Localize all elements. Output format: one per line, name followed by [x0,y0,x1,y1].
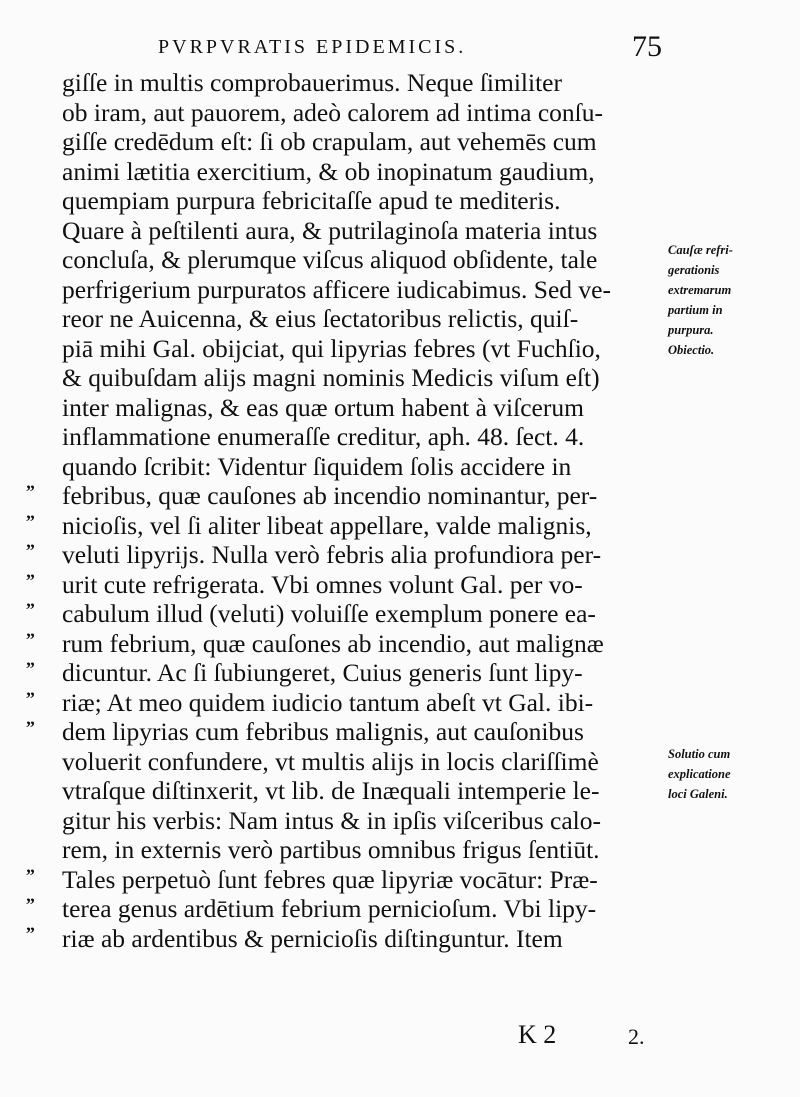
text-line: perfrigerium purpuratos afficere iudicabimus. Sed ve- [62,274,611,304]
text-line: giſſe credēdum eſt: ſi ob crapulam, aut vehemēs cum [62,127,597,156]
signature-mark: K 2 [518,1020,557,1049]
margin-note-line: Solutio cum [668,747,731,761]
text-line: riæ; At meo quidem iudicio tantum abeſt vt Gal. ibi- [62,687,594,717]
text-line: urit cute refrigerata. Vbi omnes volunt Gal. per vo- [62,569,583,599]
text-line: piā mihi Gal. obijciat, qui lipyrias febres (vt Fuchſio, [62,333,601,363]
text-line: giſſe in multis comprobauerimus. Neque ſimiliter [62,68,562,97]
quote-mark: „ [26,678,35,699]
text-line: reor ne Auicenna, & eius ſectatoribus relictis, quiſ- [62,304,579,333]
text-line: inflammatione enumeraſſe creditur, aph. 48. ſect. 4. [62,422,585,451]
text-line: animi lætitia exercitium, & ob inopinatum gaudium, [62,156,595,186]
margin-note-line: gerationis [668,263,720,277]
margin-note-line: explicatione [668,767,731,781]
quote-mark: „ [26,885,35,905]
margin-note-objection [668,340,714,360]
text-line: febribus, quæ cauſones ab incendio nominantur, per- [62,481,598,510]
quote-mark: „ [26,649,35,669]
text-line: nicioſis, vel ſi aliter libeat appellare, valde malignis, [62,510,592,540]
text-line: concluſa, & plerumque viſcus aliquod obſidente, tale [62,245,598,274]
text-line: riæ ab ardentibus & pernicioſis diſtinguntur. Item [62,923,563,953]
quote-mark: „ [26,619,35,640]
text-line: quempiam purpura febricitaſſe apud te mediteris. [62,186,561,215]
quote-mark: „ [26,590,35,610]
quote-mark: „ [26,914,35,934]
page-number: 75 [632,30,662,63]
margin-note-solution [668,744,731,804]
text-line: veluti lipyrijs. Nulla verò febris alia profundiora per- [62,540,602,569]
quote-mark: „ [26,708,35,728]
body-text [62,68,662,953]
quote-mark: „ [26,472,35,492]
margin-note-line: purpura. [668,323,714,337]
text-line: dem lipyrias cum febribus malignis, aut cauſonibus [62,717,584,746]
text-line: dicuntur. Ac ſi ſubiungeret, Cuius generis ſunt lipy- [62,658,583,687]
text-line: inter malignas, & eas quæ ortum habent à viſcerum [62,392,584,422]
text-line: Quare à peſtilenti aura, & putrilaginoſa materia intus [62,215,598,245]
text-line: vtraſque diſtinxerit, vt lib. de Inæquali intemperie le- [62,776,600,805]
quote-mark: „ [26,856,35,876]
text-line: rum febrium, quæ cauſones ab incendio, aut malignæ [62,628,604,658]
margin-note-causes [668,240,733,340]
catchword: 2. [628,1024,645,1049]
quote-mark: „ [26,531,35,551]
text-line: voluerit confundere, vt multis alijs in locis clariſſimè [62,746,599,776]
text-line: Tales perpetuò ſunt febres quæ lipyriæ vocātur: Præ- [62,864,598,894]
text-line: gitur his verbis: Nam intus & in ipſis viſceribus calo- [62,805,601,835]
margin-note-line: loci Galeni. [668,787,728,801]
quote-mark: „ [26,560,35,581]
text-line: terea genus ardētium febrium pernicioſum. Vbi lipy- [62,894,597,923]
text-line: ob iram, aut pauorem, adeò calorem ad intima conſu- [62,97,603,127]
text-line: rem, in externis verò partibus omnibus frigus ſentiūt. [62,835,600,864]
text-line: & quibuſdam alijs magni nominis Medicis viſum eſt) [62,363,600,392]
text-line: quando ſcribit: Videntur ſiquidem ſolis accidere in [62,451,572,481]
margin-note-line: Obiectio. [668,343,715,357]
margin-note-line: extremarum [668,283,732,297]
text-line: cabulum illud (veluti) voluiſſe exemplum ponere ea- [62,599,596,628]
quote-mark: „ [26,501,35,522]
margin-note-line: Cauſæ refri- [668,243,733,257]
margin-note-line: partium in [668,303,723,317]
running-title: PVRPVRATIS EPIDEMICIS. [158,36,467,58]
